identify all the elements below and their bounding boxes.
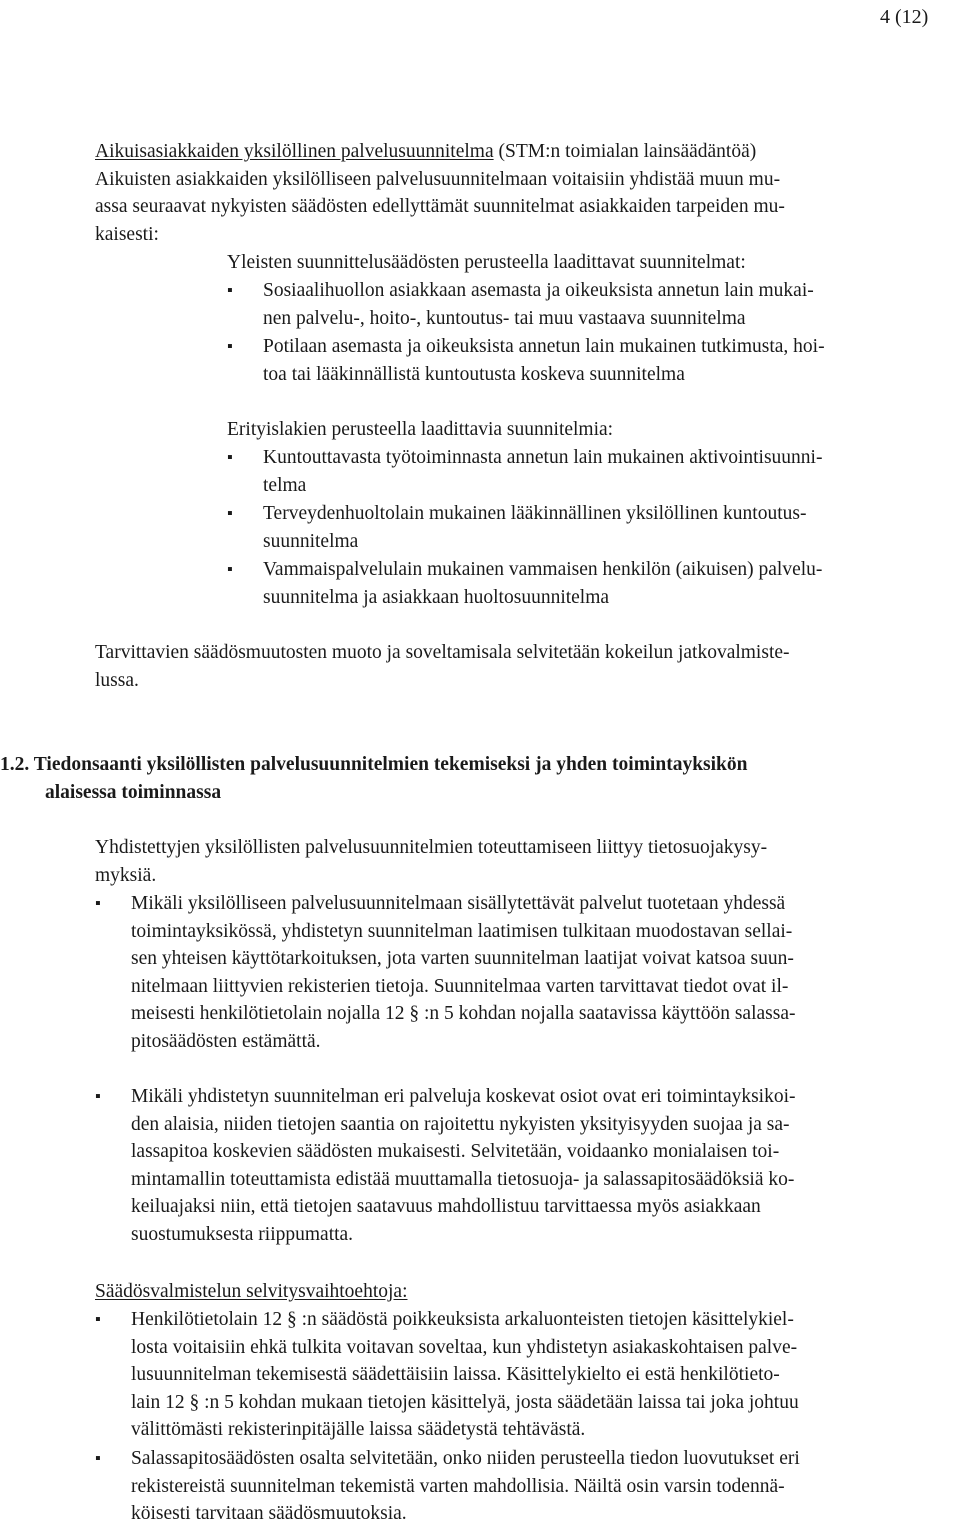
list-item: [263, 277, 814, 332]
list-item-line: suunnitelma: [263, 530, 359, 552]
list-item-line: Mikäli yksilölliseen palvelusuunnitelmaan sisällytettävät palvelut tuotetaan yhdessä: [131, 893, 786, 914]
section1-title-line: [95, 138, 785, 166]
list-item-line: den alaisia, niiden tietojen saantia on rajoitettu nykyisten yksityisyyden suojaa ja sa-: [131, 1113, 790, 1135]
square-bullet-icon: ▪: [95, 895, 101, 912]
list-item-line: toa tai lääkinnällistä kuntoutusta koskeva suunnitelma: [263, 363, 685, 385]
paragraph-line: lussa.: [95, 669, 139, 691]
square-bullet-icon: ▪: [95, 1088, 101, 1105]
list-item-line: rekistereistä suunnitelman tekemistä varten mahdollisia. Näiltä osin varsin todennä-: [131, 1475, 785, 1497]
list-item-line: nitelmaan liittyvien rekisterien tietoja. Suunnitelmaa varten tarvittavat tiedot ovat il-: [131, 975, 789, 997]
list-item-line: sen yhteisen käyttötarkoituksen, jota varten suunnitelman laatijat voivat katsoa suun-: [131, 948, 794, 969]
list-item-line: lassapitoa koskevien säädösten mukaisesti. Selvitetään, voidaanko monialaisen toi-: [131, 1141, 780, 1162]
list-item: [131, 1083, 796, 1248]
list-item: [263, 556, 822, 611]
square-bullet-icon: ▪: [227, 561, 233, 578]
list-item: [131, 1445, 800, 1528]
list-item: [263, 333, 825, 388]
special-plans-heading: [227, 416, 613, 444]
section1-title-suffix: (STM:n toimialan lainsäädäntöä): [493, 141, 757, 162]
general-plans-heading: [227, 249, 746, 277]
options-heading: [95, 1278, 408, 1306]
square-bullet-icon: ▪: [95, 1450, 101, 1467]
list-item-line: Henkilötietolain 12 § :n säädöstä poikkeuksista arkaluonteisten tietojen käsittelykiel-: [131, 1309, 794, 1330]
list-item-line: pitosäädösten estämättä.: [131, 1030, 321, 1052]
paragraph-line: assa seuraavat nykyisten säädösten edellyttämät suunnitelmat asiakkaiden tarpeiden mu-: [95, 196, 785, 217]
list-item-line: köisesti tarvitaan säädösmuutoksia.: [131, 1503, 407, 1524]
section2-intro: [95, 834, 767, 889]
section2-title-line: Tiedonsaanti yksilöllisten palvelusuunnitelmien tekemiseksi ja yhden toimintayksikön: [33, 754, 748, 775]
list-item-line: Salassapitosäädösten osalta selvitetään, onko niiden perusteella tiedon luovutukset eri: [131, 1448, 800, 1469]
square-bullet-icon: ▪: [227, 282, 233, 299]
list-item-line: suostumuksesta riippumatta.: [131, 1223, 354, 1245]
list-item-line: lusuunnitelman tekemisestä säädettäisiin laissa. Käsittelykielto ei estä henkilötieto-: [131, 1364, 780, 1385]
list-item-line: Sosiaalihuollon asiakkaan asemasta ja oikeuksista annetun lain mukai-: [263, 280, 814, 301]
list-item: [131, 890, 795, 1055]
square-bullet-icon: ▪: [227, 338, 233, 355]
list-item-line: Potilaan asemasta ja oikeuksista annetun lain mukainen tutkimusta, hoi-: [263, 336, 825, 357]
square-bullet-icon: ▪: [227, 505, 233, 522]
square-bullet-icon: ▪: [227, 449, 233, 466]
list-item-line: Vammaispalvelulain mukainen vammaisen henkilön (aikuisen) palvelu-: [263, 559, 823, 580]
list-item-line: telma: [263, 474, 307, 496]
paragraph-line: Aikuisten asiakkaiden yksilölliseen palvelusuunnitelmaan voitaisiin yhdistää muun mu-: [95, 168, 781, 190]
section2-title-line: alaisessa toiminnassa: [45, 781, 222, 803]
list-item: [263, 444, 822, 499]
square-bullet-icon: ▪: [95, 1311, 101, 1328]
paragraph-line: Yhdistettyjen yksilöllisten palvelusuunnitelmien toteuttamiseen liittyy tietosuojakysy-: [95, 837, 768, 858]
list-item: [263, 500, 806, 555]
list-item: [131, 1306, 799, 1444]
section1-closing: [95, 639, 790, 694]
list-item-line: keiluajaksi niin, että tietojen saatavuus mahdollistuu tarvittaessa myös asiakkaan: [131, 1196, 761, 1217]
paragraph-line: kaisesti:: [95, 223, 159, 245]
list-item-line: nen palvelu-, hoito-, kuntoutus- tai muu vastaava suunnitelma: [263, 307, 746, 329]
list-item-line: toimintayksikössä, yhdistetyn suunnitelman laatimisen tulkitaan muodostavan sellai-: [131, 920, 793, 942]
section2-heading-line: [0, 751, 747, 779]
page-number: 4 (12): [880, 6, 929, 28]
list-item-line: Terveydenhuoltolain mukainen lääkinnällinen yksilöllinen kuntoutus-: [263, 503, 807, 524]
paragraph-line: Tarvittavien säädösmuutosten muoto ja soveltamisala selvitetään kokeilun jatkovalmiste-: [95, 642, 790, 663]
list-item-line: lain 12 § :n 5 kohdan mukaan tietojen käsittelyä, josta säädetään laissa tai joka johtuu: [131, 1391, 799, 1413]
paragraph-line: myksiä.: [95, 864, 157, 886]
section-number: 1.2.: [0, 754, 30, 775]
list-item-line: välittömästi rekisterinpitäjälle laissa säädetystä tehtävästä.: [131, 1419, 586, 1440]
special-plans-heading-text: Erityislakien perusteella laadittavia suunnitelmia:: [227, 419, 614, 440]
section1-title: Aikuisasiakkaiden yksilöllinen palvelusuunnitelma: [95, 141, 494, 162]
general-plans-heading-text: Yleisten suunnittelusäädösten perusteella laadittavat suunnitelmat:: [227, 252, 746, 273]
options-heading-text: Säädösvalmistelun selvitysvaihtoehtoja:: [95, 1281, 408, 1302]
section1-intro: [95, 138, 785, 248]
section2-heading: [0, 751, 747, 806]
list-item-line: meisesti henkilötietolain nojalla 12 § :n 5 kohdan nojalla saatavissa käyttöön salassa-: [131, 1003, 796, 1024]
list-item-line: Mikäli yhdistetyn suunnitelman eri palveluja koskevat osiot ovat eri toimintayksikoi-: [131, 1086, 796, 1107]
list-item-line: losta voitaisiin ehkä tulkita voitavan soveltaa, kun yhdistetyn asiakaskohtaisen palve-: [131, 1336, 798, 1358]
list-item-line: Kuntouttavasta työtoiminnasta annetun lain mukainen aktivointisuunni-: [263, 447, 823, 468]
list-item-line: mintamallin toteuttamista edistää muuttamalla tietosuoja- ja salassapitosäädöksiä ko-: [131, 1168, 795, 1190]
list-item-line: suunnitelma ja asiakkaan huoltosuunnitelma: [263, 586, 610, 608]
